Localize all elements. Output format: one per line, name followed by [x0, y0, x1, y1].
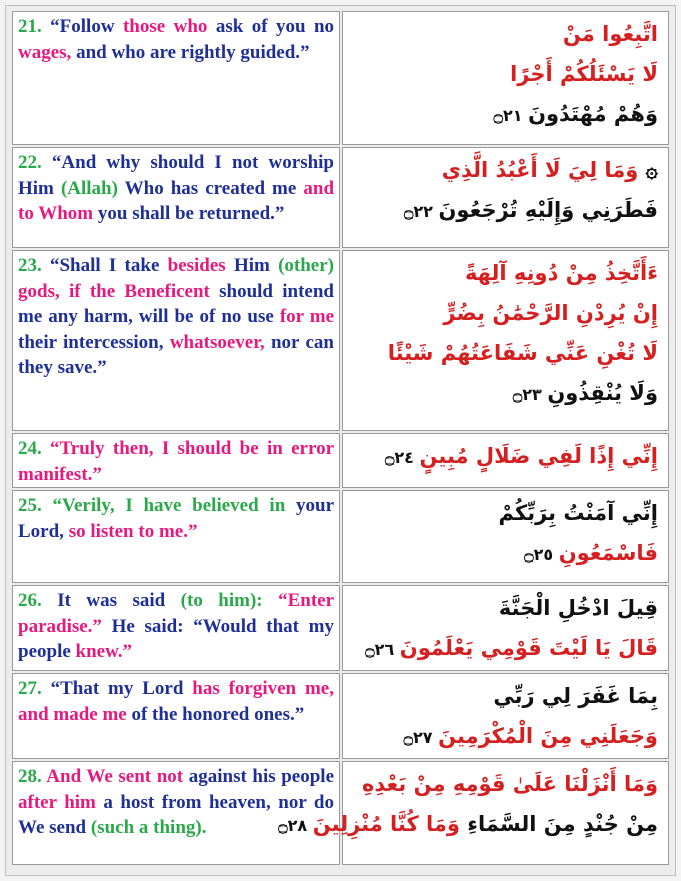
- arabic-segment: ءَأَتَّخِذُ مِنْ دُونِهِ آلِهَةً: [464, 261, 658, 285]
- english-segment: error manifest.”: [18, 438, 334, 485]
- arabic-segment: وَمَا لِيَ لَا أَعْبُدُ الَّذِي: [441, 158, 639, 182]
- english-segment: besides: [167, 255, 226, 276]
- verse-row: [12, 250, 669, 431]
- english-cell: [12, 147, 340, 248]
- arabic-line: [349, 493, 658, 533]
- verse-row: [12, 673, 669, 759]
- english-segment: And We sent not: [41, 766, 189, 787]
- english-segment: He said: “Would that my people: [18, 615, 334, 662]
- verse-row: [12, 585, 669, 671]
- english-segment: should intend me any harm, will be of no use: [18, 280, 334, 327]
- arabic-cell: [342, 490, 669, 583]
- english-segment: Him: [225, 255, 279, 276]
- arabic-cell: [342, 433, 669, 488]
- arabic-segment: فَاسْمَعُونِ: [558, 541, 658, 565]
- english-segment: and to Whom: [18, 177, 335, 224]
- english-segment: has forgiven me,: [192, 678, 334, 699]
- english-segment: whatsoever,: [169, 331, 265, 353]
- arabic-segment: لَا يَسْئَلُكُمْ أَجْرًا: [510, 62, 658, 86]
- verse-end-marker: ۝٢٥: [524, 545, 559, 564]
- arabic-segment: وَمَا أَنْزَلْنَا عَلَىٰ قَوْمِهِ مِنْ بَعْدِهِ: [362, 772, 658, 796]
- arabic-segment: لَا تُغْنِ عَنِّي شَفَاعَتُهُمْ شَيْئًا: [387, 341, 658, 365]
- arabic-line: [349, 764, 658, 804]
- verse-number: 21.: [18, 16, 42, 37]
- verse-end-marker: ۝٢٣: [512, 385, 548, 404]
- arabic-segment: قِيلَ ادْخُلِ الْجَنَّةَ: [498, 596, 658, 620]
- arabic-line: [349, 533, 658, 575]
- english-segment: “Shall I take: [41, 255, 168, 276]
- verse-row: [12, 433, 669, 488]
- arabic-line: [349, 676, 658, 716]
- arabic-segment: إِنِّي إِذًا لَفِي ضَلَالٍ مُبِينٍ: [419, 444, 658, 468]
- arabic-cell: [278, 761, 669, 865]
- english-segment: “That my Lord: [41, 678, 193, 699]
- english-segment: and made me: [18, 703, 132, 725]
- arabic-line: [349, 253, 658, 293]
- english-segment: Who has created me: [117, 177, 304, 199]
- arabic-segment: مِنْ جُنْدٍ مِنَ السَّمَاءِ: [459, 812, 658, 836]
- english-segment: “Truly then, I should be in: [41, 438, 292, 459]
- english-cell: [12, 11, 340, 145]
- arabic-line: [349, 333, 658, 373]
- verse-end-marker: ۝٢٦: [365, 640, 400, 659]
- verse-row: [12, 761, 669, 865]
- arabic-segment: فَطَرَنِي وَإِلَيْهِ تُرْجَعُونَ: [438, 198, 658, 222]
- arabic-line: [349, 293, 658, 333]
- arabic-segment: إِنِّي آمَنْتُ بِرَبِّكُمْ: [498, 501, 658, 525]
- arabic-line: [349, 54, 658, 94]
- verse-number: 25.: [18, 495, 42, 516]
- arabic-line: [349, 14, 658, 54]
- english-segment: “Follow: [41, 16, 123, 37]
- english-segment: against his people: [188, 766, 335, 787]
- english-cell: [12, 433, 340, 488]
- english-segment: knew.”: [75, 641, 133, 662]
- english-cell: [12, 250, 340, 431]
- verse-table: [10, 9, 671, 867]
- english-segment: “And why should I not worship Him: [18, 152, 334, 199]
- arabic-segment: وَجَعَلَنِي مِنَ الْمُكْرَمِينَ: [438, 724, 658, 748]
- verse-number: 22.: [18, 152, 42, 173]
- verse-number: 28.: [18, 766, 42, 787]
- english-cell: [12, 585, 340, 671]
- arabic-segment: وَهُمْ مُهْتَدُونَ: [528, 102, 658, 126]
- english-segment: It was said: [41, 590, 181, 611]
- verse-number: 26.: [18, 590, 42, 611]
- arabic-line: [349, 373, 658, 415]
- english-segment: for me: [279, 306, 334, 327]
- verse-end-marker: ۝٢٤: [385, 448, 420, 467]
- english-segment: nor do We send: [18, 791, 334, 838]
- arabic-line: [278, 804, 658, 846]
- arabic-segment: اتَّبِعُوا مَنْ: [562, 22, 658, 46]
- arabic-line: [349, 436, 658, 478]
- english-segment: (such a thing).: [90, 817, 207, 838]
- verse-row: [12, 147, 669, 248]
- arabic-line: [349, 588, 658, 628]
- english-cell: [12, 490, 340, 583]
- arabic-cell: [342, 585, 669, 671]
- arabic-cell: [342, 11, 669, 145]
- english-segment: ask of you no: [207, 16, 335, 37]
- english-segment: if the Beneficent: [59, 280, 220, 302]
- arabic-cell: [342, 147, 669, 248]
- english-segment: (Allah): [60, 177, 118, 199]
- english-segment: their intercession,: [18, 331, 170, 353]
- english-segment: your Lord,: [18, 495, 334, 542]
- english-segment: nor can they save.”: [18, 331, 334, 378]
- verse-end-marker: ۝٢١: [493, 106, 529, 125]
- verse-row: [12, 490, 669, 583]
- english-segment: a host from heaven,: [95, 791, 279, 813]
- verse-row: [12, 11, 669, 145]
- english-segment: “Enter paradise.”: [18, 590, 335, 637]
- verse-end-marker: ۝٢٧: [403, 728, 439, 747]
- arabic-line: [349, 150, 658, 190]
- verse-end-marker: ۝٢٢: [404, 202, 439, 221]
- verse-number: 23.: [18, 255, 42, 276]
- verse-number: 24.: [18, 438, 42, 459]
- arabic-line: [349, 716, 658, 758]
- arabic-line: [349, 94, 658, 136]
- arabic-segment: إِنْ يُرِدْنِ الرَّحْمَٰنُ بِضُرٍّ: [443, 301, 658, 325]
- english-segment: “Verily, I have believed in: [41, 495, 296, 516]
- verse-number: 27.: [18, 678, 42, 699]
- english-segment: so listen to me.”: [63, 520, 198, 542]
- english-segment: those who: [122, 16, 208, 37]
- arabic-segment: وَمَا كُنَّا مُنْزِلِينَ: [312, 812, 460, 836]
- arabic-segment: وَلَا يُنْقِذُونِ: [547, 381, 658, 405]
- english-segment: you shall be returned.”: [93, 203, 285, 224]
- arabic-segment: بِمَا غَفَرَ لِي رَبِّي: [493, 684, 658, 708]
- verse-end-marker: ۝٢٨: [278, 816, 313, 835]
- english-segment: (other): [278, 255, 334, 276]
- english-segment: gods,: [18, 280, 60, 302]
- english-segment: (to him):: [180, 590, 263, 611]
- english-segment: wages,: [18, 41, 72, 63]
- english-segment: after him: [18, 791, 96, 813]
- english-cell: [12, 673, 340, 759]
- arabic-cell: [342, 250, 669, 431]
- arabic-cell: [342, 673, 669, 759]
- english-segment: of the honored ones.”: [131, 703, 305, 725]
- arabic-segment: ۞: [638, 158, 658, 182]
- arabic-segment: قَالَ يَا لَيْتَ قَوْمِي يَعْلَمُونَ: [399, 636, 658, 660]
- arabic-line: [349, 190, 658, 232]
- arabic-line: [349, 628, 658, 670]
- english-segment: and who are rightly guided.”: [71, 41, 310, 63]
